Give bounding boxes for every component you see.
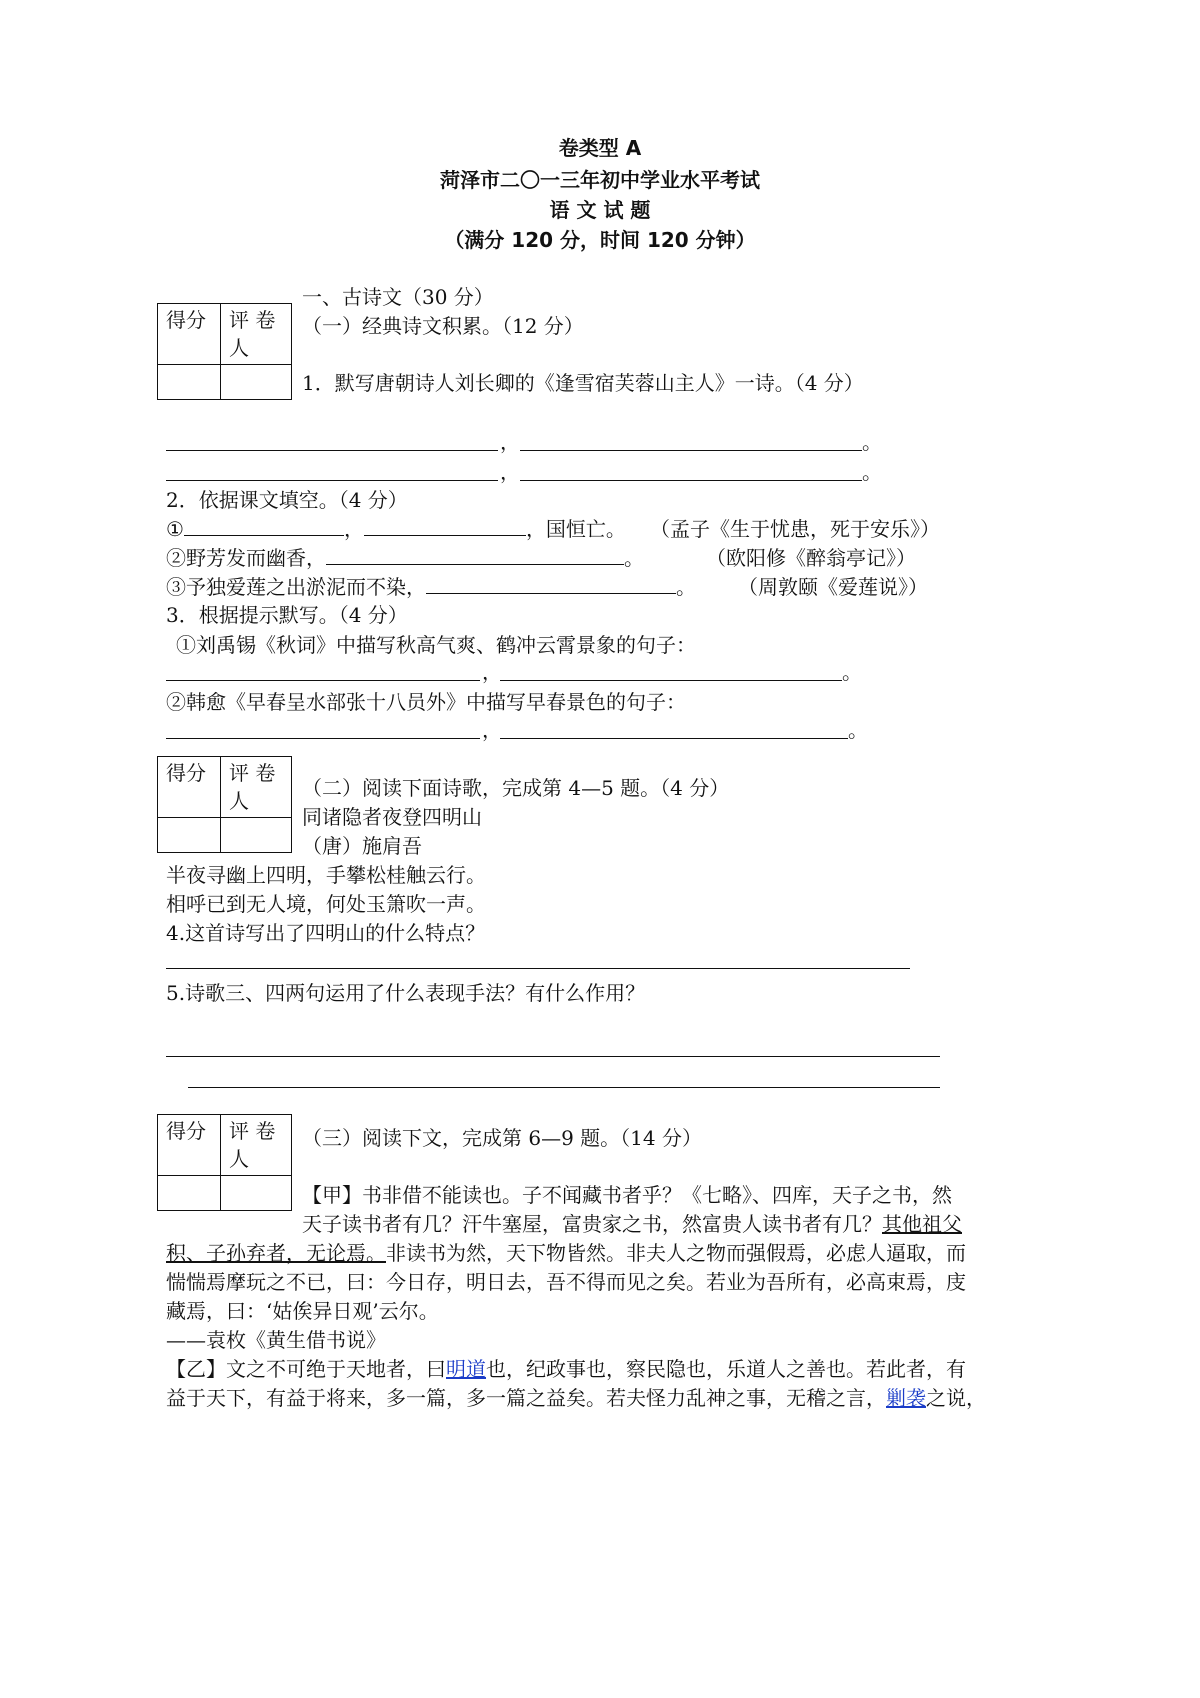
answer-line[interactable]: [166, 968, 910, 969]
answer-line[interactable]: [166, 738, 480, 739]
answer-line[interactable]: [188, 1087, 940, 1088]
passage-jia-source: ——袁枚《黄生借书说》: [166, 1328, 386, 1352]
question-3: 3．根据提示默写。（4 分）: [166, 603, 408, 627]
yi-line-2-text-b: 之说，: [926, 1386, 986, 1410]
q3-item-2: ②韩愈《早春呈水部张十八员外》中描写早春景色的句子：: [166, 690, 686, 714]
answer-blank[interactable]: [326, 544, 624, 565]
period: 。: [862, 430, 882, 454]
grader-label: 评 卷人: [221, 304, 292, 365]
grader-cell[interactable]: [221, 365, 292, 400]
comma: ，: [482, 660, 502, 684]
period: 。: [862, 460, 882, 484]
score-cell[interactable]: [158, 365, 221, 400]
underlined-sentence: 其他祖父: [882, 1212, 962, 1236]
yi-line-1-text-a: 【乙】文之不可绝于天地者，曰: [166, 1357, 446, 1381]
answer-line[interactable]: [166, 450, 498, 451]
part2-heading: （二）阅读下面诗歌，完成第 4—5 题。（4 分）: [302, 776, 730, 800]
passage-jia-line-3: [166, 1239, 966, 1267]
period: 。: [624, 546, 644, 570]
grader-label: 评 卷人: [221, 757, 292, 818]
comma: ，: [500, 460, 520, 484]
q2-3-source: （周敦颐《爱莲说》）: [738, 575, 928, 599]
section1-title: 一、古诗文（30 分）: [302, 285, 494, 309]
q2-1-source: （孟子《生于忧患，死于安乐》）: [650, 517, 940, 541]
comma: ，: [343, 517, 364, 541]
q2-2-prefix: ②野芳发而幽香，: [166, 546, 326, 570]
passage-yi-line-1: [166, 1355, 966, 1383]
answer-blank[interactable]: [426, 573, 676, 594]
grader-cell[interactable]: [221, 818, 292, 853]
question-1: 1．默写唐朝诗人刘长卿的《逢雪宿芙蓉山主人》一诗。（4 分）: [302, 371, 864, 395]
answer-line[interactable]: [500, 680, 842, 681]
passage-jia-line-4: 惴惴焉摩玩之不已，曰：今日存，明日去，吾不得而见之矣。若业为吾所有，必高束焉，庋: [166, 1270, 966, 1294]
period: 。: [676, 575, 696, 599]
grader-cell[interactable]: [221, 1176, 292, 1211]
question-4: 4.这首诗写出了四明山的什么特点？: [166, 921, 486, 945]
subject-title: 语 文 试 题: [549, 198, 651, 222]
score-label: 得分: [158, 1115, 221, 1176]
poem-line-1: 半夜寻幽上四明，手攀松桂触云行。: [166, 863, 486, 887]
jia-line-2-text: 天子读书者有几？汗牛塞屋，富贵家之书，然富贵人读书者有几？: [302, 1212, 882, 1236]
poem-line-2: 相呼已到无人境，何处玉箫吹一声。: [166, 892, 486, 916]
link-mingdao[interactable]: 明道: [446, 1357, 486, 1381]
q2-item-1: [166, 515, 626, 543]
score-label: 得分: [158, 304, 221, 365]
poem-author: （唐）施肩吾: [302, 834, 422, 858]
score-box: [157, 303, 292, 400]
paper-type: 卷类型 A: [558, 136, 642, 160]
q2-2-source: （欧阳修《醉翁亭记》）: [706, 546, 916, 570]
score-box: [157, 1114, 292, 1211]
jia-line-3-text: 非读书为然，天下物皆然。非夫人之物而强假焉，必虑人逼取，而: [386, 1241, 966, 1265]
question-2: 2．依据课文填空。（4 分）: [166, 488, 408, 512]
q2-1-prefix: ①: [166, 517, 184, 541]
answer-line[interactable]: [166, 480, 498, 481]
passage-jia-line-1: 【甲】书非借不能读也。子不闻藏书者乎？《七略》、四库，天子之书，然: [302, 1183, 952, 1207]
answer-blank[interactable]: [364, 515, 526, 536]
part3-heading: （三）阅读下文，完成第 6—9 题。（14 分）: [302, 1126, 702, 1150]
q2-item-2: [166, 544, 644, 572]
score-box: [157, 756, 292, 853]
passage-jia-line-5: 藏焉，曰：‘姑俟异日观’云尔。: [166, 1299, 439, 1323]
period: 。: [842, 660, 862, 684]
yi-line-2-text-a: 益于天下，有益于将来，多一篇，多一篇之益矣。若夫怪力乱神之事，无稽之言，: [166, 1386, 886, 1410]
answer-line[interactable]: [520, 450, 862, 451]
passage-jia-line-2: [302, 1210, 962, 1238]
comma: ，: [500, 430, 520, 454]
answer-blank[interactable]: [184, 515, 344, 536]
grader-label: 评 卷人: [221, 1115, 292, 1176]
answer-line[interactable]: [520, 480, 862, 481]
score-cell[interactable]: [158, 818, 221, 853]
q2-3-prefix: ③予独爱莲之出淤泥而不染，: [166, 575, 426, 599]
passage-yi-line-2: [166, 1384, 986, 1412]
underlined-sentence: 积、子孙弃者，无论焉。: [166, 1241, 386, 1265]
poem-title: 同诸隐者夜登四明山: [302, 805, 482, 829]
score-time: （满分 120 分，时间 120 分钟）: [444, 228, 756, 252]
yi-line-1-text-b: 也，纪政事也，察民隐也，乐道人之善也。若此者，有: [486, 1357, 966, 1381]
answer-line[interactable]: [166, 680, 480, 681]
score-label: 得分: [158, 757, 221, 818]
exam-title: 菏泽市二〇一三年初中学业水平考试: [440, 168, 760, 192]
score-cell[interactable]: [158, 1176, 221, 1211]
answer-line[interactable]: [500, 738, 848, 739]
answer-line[interactable]: [166, 1056, 940, 1057]
q3-item-1: ①刘禹锡《秋词》中描写秋高气爽、鹤冲云霄景象的句子：: [176, 633, 696, 657]
question-5: 5.诗歌三、四两句运用了什么表现手法？有什么作用？: [166, 981, 646, 1005]
q2-item-3: [166, 573, 696, 601]
comma: ，: [482, 718, 502, 742]
period: 。: [848, 718, 868, 742]
q2-1-mid: ，国恒亡。: [525, 517, 626, 541]
part1-heading: （一）经典诗文积累。（12 分）: [302, 314, 584, 338]
link-jiaoxi[interactable]: 剿袭: [886, 1386, 926, 1410]
